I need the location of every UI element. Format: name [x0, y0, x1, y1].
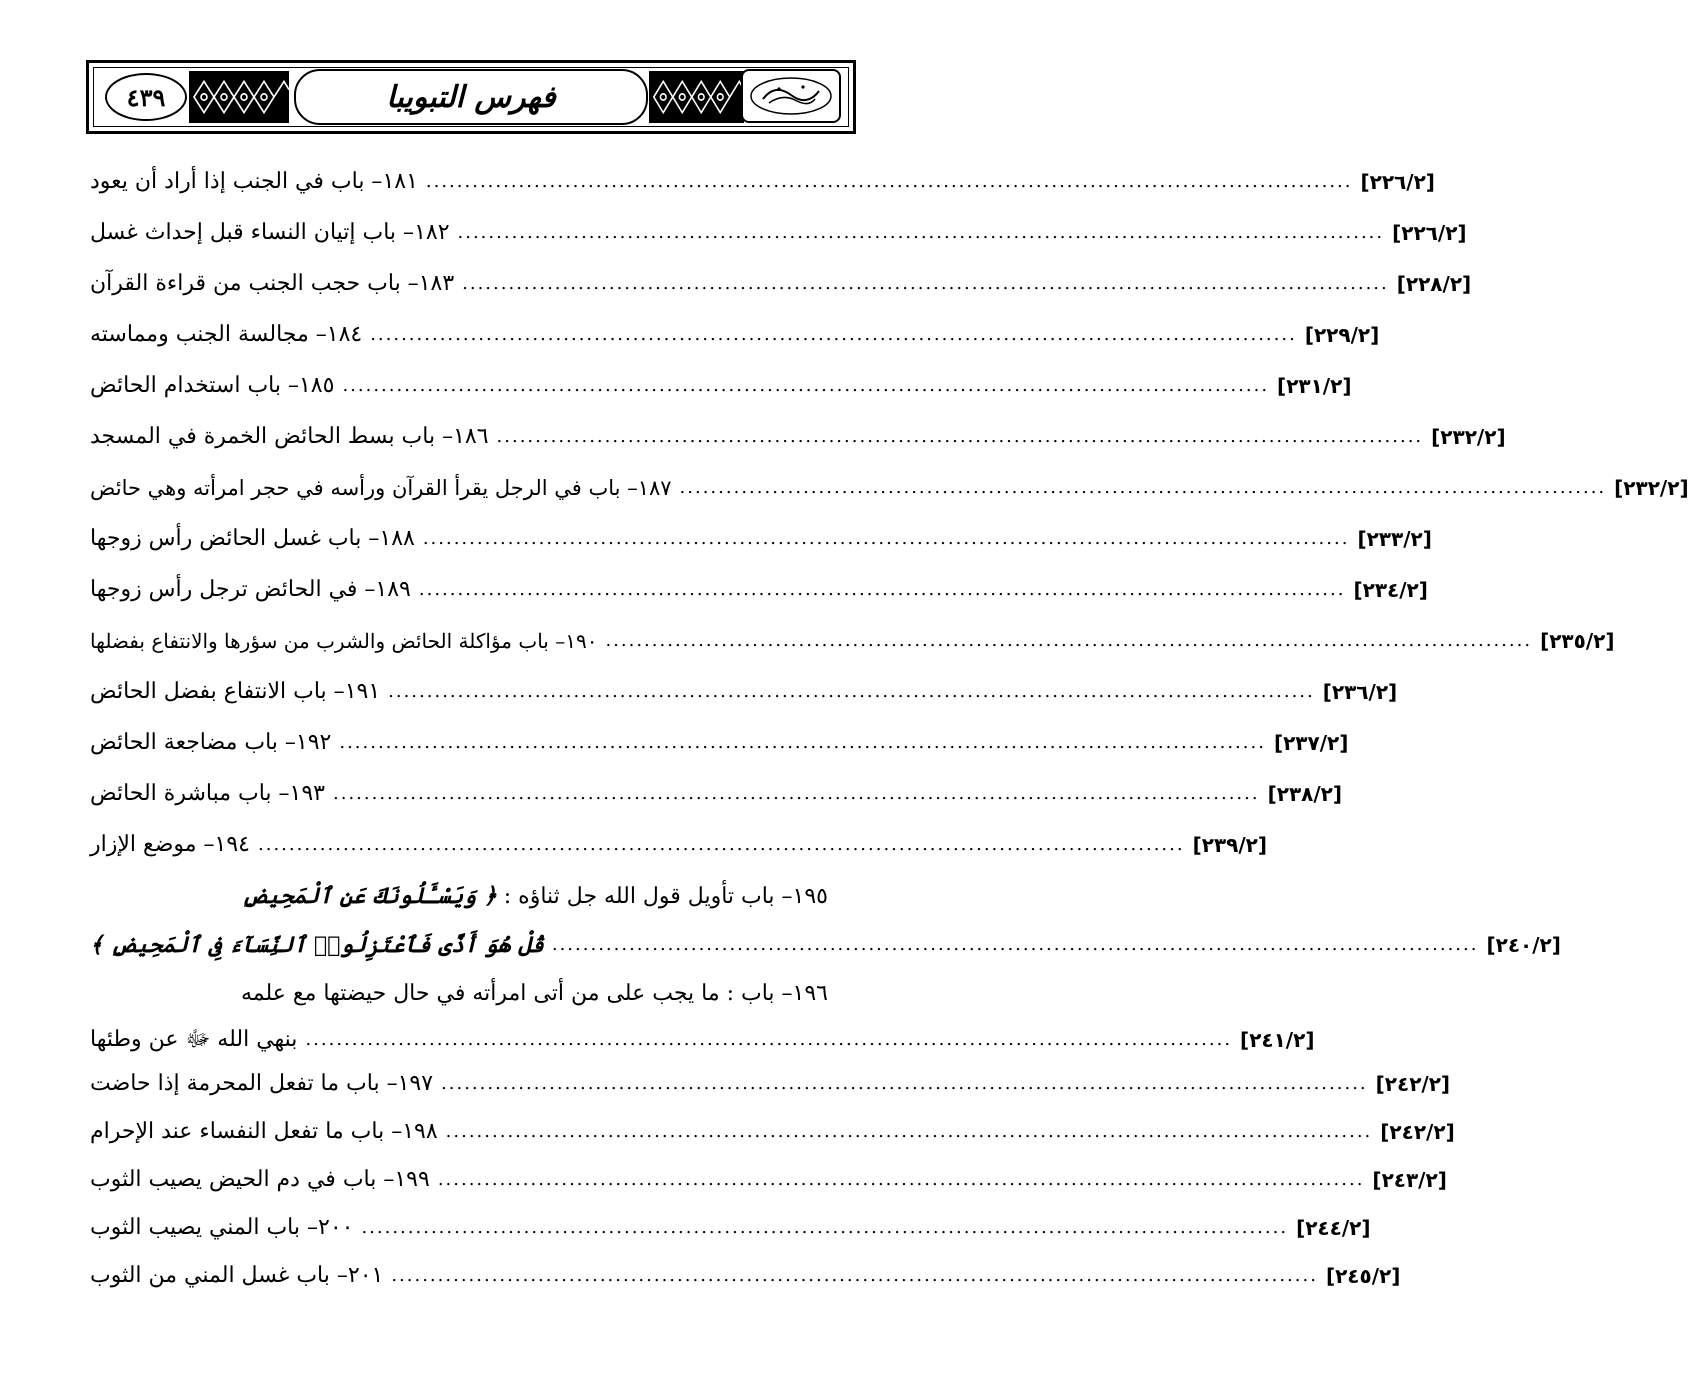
entry-reference: [٢٤٢/٢] — [1380, 1120, 1455, 1144]
entry-reference: [٢٣٣/٢] — [1357, 527, 1432, 551]
leader-dots: ........................................................................................................................ — [445, 1121, 1373, 1142]
ornament-band-left — [189, 71, 289, 123]
book-emblem-icon — [741, 69, 841, 123]
toc-entry — [90, 366, 1352, 406]
entry-title: ١٨٣– باب حجب الجنب من قراءة القرآن — [90, 271, 455, 296]
leader-dots: ........................................................................................................................ — [441, 1073, 1368, 1094]
leader-dots: ........................................................................................................................ — [496, 426, 1424, 447]
leader-dots: ........................................................................................................................ — [462, 273, 1389, 294]
toc-entry — [90, 1160, 1447, 1200]
toc-entry — [90, 1112, 1455, 1152]
quran-verse: ﴿ وَيَسْـَٔلُونَكَ عَنِ ٱلْمَحِيضِ — [241, 883, 497, 909]
entry-reference: [٢٣٢/٢] — [1431, 425, 1506, 449]
leader-dots: ........................................................................................................................ — [418, 579, 1346, 600]
leader-dots: ........................................................................................................................ — [305, 1029, 1233, 1050]
leader-dots: ........................................................................................................................ — [551, 934, 1479, 955]
entry-reference: [٢٢٦/٢] — [1360, 170, 1435, 194]
entry-title: ١٩٨– باب ما تفعل النفساء عند الإحرام — [90, 1119, 438, 1144]
toc-entry — [90, 315, 1380, 355]
entry-reference: [٢٤٣/٢] — [1372, 1168, 1447, 1192]
toc-entry-195-line1 — [242, 876, 828, 916]
entry-title-continued: بنهي الله ﷻ عن وطئها — [90, 1027, 298, 1052]
quran-verse: قُلْ هُوَ أَذًى فَٱعْتَزِلُوا۟ ٱلنِّسَآءَ فِى ٱلْمَحِيضِ ﴾ — [90, 932, 544, 958]
toc-entry — [90, 417, 1506, 457]
entry-title: ١٩٥– باب تأويل قول الله جل ثناؤه : — [503, 884, 828, 909]
leader-dots: ........................................................................................................................ — [391, 1265, 1318, 1286]
entry-reference: [٢٤٥/٢] — [1325, 1264, 1401, 1288]
toc-entry — [90, 774, 1343, 814]
entry-title: ٢٠١– باب غسل المني من الثوب — [90, 1263, 384, 1288]
toc-entry-195-line2 — [90, 925, 1561, 965]
leader-dots: ........................................................................................................................ — [457, 222, 1385, 243]
leader-dots: ........................................................................................................................ — [333, 783, 1260, 804]
toc-entry — [90, 570, 1428, 610]
entry-reference: [٢٢٩/٢] — [1304, 323, 1380, 347]
leader-dots: ........................................................................................................................ — [679, 477, 1607, 498]
entry-title: ٢٠٠– باب المني يصيب الثوب — [90, 1215, 354, 1240]
entry-title: ١٩٩– باب في دم الحيض يصيب الثوب — [90, 1167, 430, 1192]
toc-entry — [90, 213, 1467, 253]
leader-dots: ........................................................................................................................ — [425, 171, 1353, 192]
entry-title: ١٨٥– باب استخدام الحائض — [90, 373, 335, 398]
entry-title: ١٨٧– باب في الرجل يقرأ القرآن ورأسه في حجر امرأته وهي حائض — [90, 476, 672, 500]
entry-title: ١٨٤– مجالسة الجنب ومماسته — [90, 322, 363, 347]
entry-title: ١٩٧– باب ما تفعل المحرمة إذا حاضت — [90, 1071, 434, 1096]
leader-dots: ........................................................................................................................ — [605, 630, 1533, 651]
toc-entry — [90, 825, 1268, 865]
leader-dots: ........................................................................................................................ — [437, 1169, 1365, 1190]
page-header — [86, 60, 856, 134]
entry-reference: [٢٣٩/٢] — [1192, 833, 1268, 857]
entry-reference: [٢٣٥/٢] — [1540, 629, 1615, 653]
leader-dots: ........................................................................................................................ — [342, 375, 1270, 396]
entry-reference: [٢٤١/٢] — [1240, 1028, 1315, 1052]
leader-dots: ........................................................................................................................ — [361, 1217, 1289, 1238]
toc-entry — [90, 1064, 1451, 1104]
entry-title: ١٩٠– باب مؤاكلة الحائض والشرب من سؤرها والانتفاع بفضلها — [90, 629, 598, 653]
entry-title: ١٨٨– باب غسل الحائض رأس زوجها — [90, 526, 415, 551]
toc-entry-196-line1 — [241, 974, 828, 1014]
entry-reference: [٢٢٨/٢] — [1396, 272, 1472, 296]
leader-dots: ........................................................................................................................ — [339, 732, 1266, 753]
entry-title: ١٨٢– باب إتيان النساء قبل إحداث غسل — [90, 220, 450, 245]
entry-reference: [٢٣٨/٢] — [1267, 782, 1343, 806]
toc-entry — [90, 621, 1615, 661]
entry-title: ١٩٢– باب مضاجعة الحائض — [90, 730, 332, 755]
toc-entry — [90, 519, 1432, 559]
entry-reference: [٢٣٢/٢] — [1614, 476, 1689, 500]
entry-reference: [٢٣١/٢] — [1277, 374, 1352, 398]
toc-entry — [90, 162, 1435, 202]
ornament-band-right — [649, 71, 744, 123]
entry-reference: [٢٤٠/٢] — [1486, 933, 1561, 957]
entry-title: ١٩١– باب الانتفاع بفضل الحائض — [90, 679, 381, 704]
entry-reference: [٢٣٤/٢] — [1353, 578, 1428, 602]
leader-dots: ........................................................................................................................ — [258, 834, 1185, 855]
leader-dots: ........................................................................................................................ — [388, 681, 1315, 702]
toc-entry — [90, 1208, 1371, 1248]
entry-title: ١٨٩– في الحائض ترجل رأس زوجها — [90, 577, 411, 602]
page-title: فهرس التبويبا — [294, 69, 648, 125]
toc-entry-196-line2 — [90, 1020, 1315, 1060]
entry-reference: [٢٤٤/٢] — [1296, 1216, 1371, 1240]
leader-dots: ........................................................................................................................ — [422, 528, 1350, 549]
entry-reference: [٢٢٦/٢] — [1392, 221, 1467, 245]
entry-title: ١٨١– باب في الجنب إذا أراد أن يعود — [90, 169, 418, 194]
leader-dots: ........................................................................................................................ — [370, 324, 1297, 345]
entry-reference: [٢٣٧/٢] — [1273, 731, 1349, 755]
entry-title: ١٩٣– باب مباشرة الحائض — [90, 781, 325, 806]
toc-entry — [90, 468, 1689, 508]
page-number: ٤٣٩ — [105, 73, 187, 121]
entry-title: ١٩٦– باب : ما يجب على من أتى امرأته في حال حيضتها مع علمه — [241, 981, 828, 1006]
entry-title: ١٩٤– موضع الإزار — [90, 832, 250, 857]
toc-entry — [90, 1256, 1401, 1296]
toc-entry — [90, 672, 1398, 712]
entry-title: ١٨٦– باب بسط الحائض الخمرة في المسجد — [90, 424, 489, 449]
toc-entry — [90, 264, 1472, 304]
entry-reference: [٢٤٢/٢] — [1375, 1072, 1451, 1096]
toc-entry — [90, 723, 1349, 763]
entry-reference: [٢٣٦/٢] — [1322, 680, 1398, 704]
